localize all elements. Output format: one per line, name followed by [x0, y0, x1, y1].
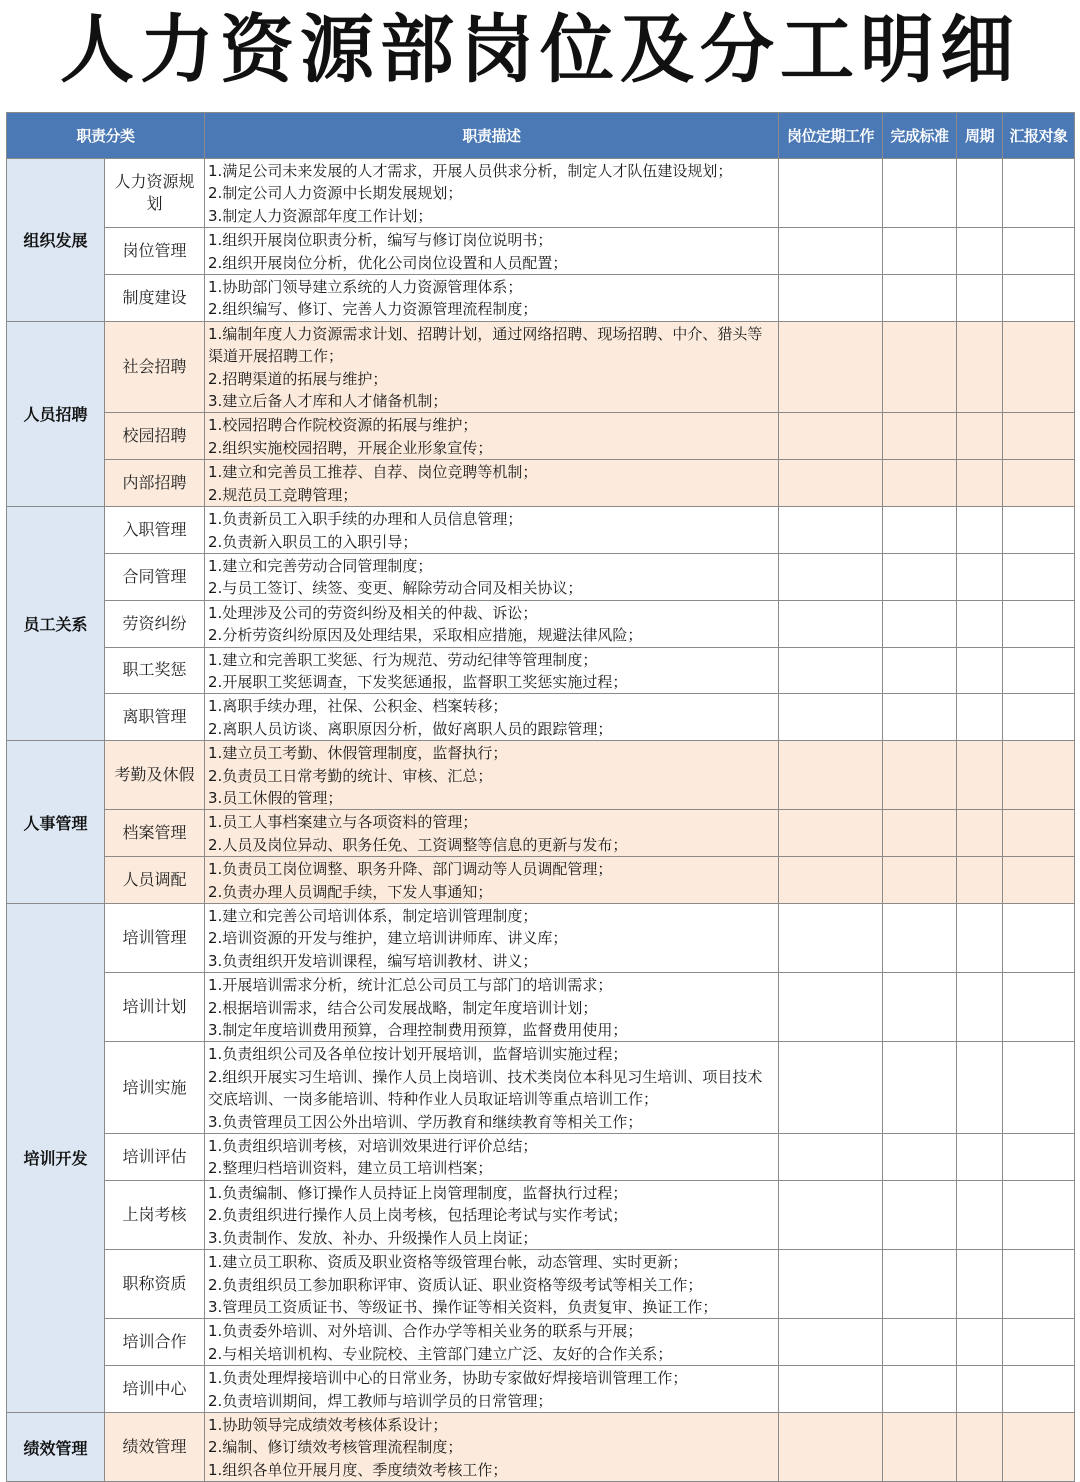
category-cell: 绩效管理	[7, 1412, 105, 1481]
report-to-cell	[1003, 159, 1075, 228]
report-to-cell	[1003, 694, 1075, 741]
description-line: 1.协助部门领导建立系统的人力资源管理体系；	[208, 278, 523, 297]
cycle-cell	[957, 973, 1003, 1042]
report-to-cell	[1003, 741, 1075, 810]
description-line: 1.建立和完善公司培训体系，制定培训管理制度；	[208, 907, 538, 925]
report-to-cell	[1003, 413, 1075, 460]
description-line: 2.组织开展岗位分析，优化公司岗位设置和人员配置；	[208, 253, 568, 272]
header-description: 职责描述	[205, 113, 779, 159]
description-cell	[205, 1412, 779, 1481]
description-cell	[205, 228, 779, 275]
cycle-cell	[957, 159, 1003, 228]
standard-cell	[883, 857, 957, 904]
report-to-cell	[1003, 1319, 1075, 1366]
description-line: 1.建立员工职称、资质及职业资格等级管理台帐，动态管理、实时更新；	[208, 1253, 688, 1272]
subcategory-cell: 社会招聘	[105, 321, 205, 413]
periodic-work-cell	[779, 1180, 883, 1249]
cycle-cell	[957, 1412, 1003, 1481]
subcategory-cell: 档案管理	[105, 810, 205, 857]
periodic-work-cell	[779, 413, 883, 460]
description-line: 1.员工人事档案建立与各项资料的管理；	[208, 813, 478, 832]
subcategory-cell: 培训计划	[105, 973, 205, 1042]
category-cell: 人事管理	[7, 741, 105, 904]
periodic-work-cell	[779, 694, 883, 741]
report-to-cell	[1003, 857, 1075, 904]
table-row	[7, 460, 1075, 507]
cycle-cell	[957, 694, 1003, 741]
periodic-work-cell	[779, 810, 883, 857]
cycle-cell	[957, 228, 1003, 275]
standard-cell	[883, 1319, 957, 1366]
report-to-cell	[1003, 1180, 1075, 1249]
table-row	[7, 321, 1075, 413]
report-to-cell	[1003, 1134, 1075, 1181]
standard-cell	[883, 159, 957, 228]
page-title: 人力资源部岗位及分工明细	[60, 7, 1020, 93]
description-line: 1.编制年度人力资源需求计划、招聘计划，通过网络招聘、现场招聘、中介、猎头等渠道开展招聘工作；	[208, 324, 763, 366]
description-cell	[205, 553, 779, 600]
standard-cell	[883, 460, 957, 507]
subcategory-cell: 培训评估	[105, 1134, 205, 1181]
cycle-cell	[957, 741, 1003, 810]
description-line: 2.整理归档培训资料，建立员工培训档案；	[208, 1159, 493, 1178]
subcategory-cell: 考勤及休假	[105, 741, 205, 810]
standard-cell	[883, 275, 957, 322]
table-row	[7, 904, 1075, 973]
description-cell	[205, 1319, 779, 1366]
periodic-work-cell	[779, 507, 883, 554]
description-cell	[205, 159, 779, 228]
report-to-cell	[1003, 507, 1075, 554]
description-line: 1.负责组织培训考核，对培训效果进行评价总结；	[208, 1137, 538, 1156]
description-line: 1.负责委外培训、对外培训、合作办学等相关业务的联系与开展；	[208, 1322, 643, 1341]
description-line: 1.组织各单位开展月度、季度绩效考核工作；	[208, 1460, 508, 1479]
report-to-cell	[1003, 1366, 1075, 1413]
table-row	[7, 1319, 1075, 1366]
cycle-cell	[957, 857, 1003, 904]
description-line: 2.根据培训需求，结合公司发展战略，制定年度培训计划；	[208, 998, 598, 1017]
description-cell	[205, 1250, 779, 1319]
table-row	[7, 413, 1075, 460]
description-line: 3.负责管理员工因公外出培训、学历教育和继续教育等相关工作；	[208, 1112, 643, 1131]
cycle-cell	[957, 904, 1003, 973]
description-line: 1.负责新员工入职手续的办理和人员信息管理；	[208, 510, 523, 529]
subcategory-cell: 上岗考核	[105, 1180, 205, 1249]
cycle-cell	[957, 1042, 1003, 1134]
subcategory-cell: 合同管理	[105, 553, 205, 600]
description-cell	[205, 904, 779, 973]
description-cell	[205, 321, 779, 413]
description-line: 1.处理涉及公司的劳资纠纷及相关的仲裁、诉讼；	[208, 603, 538, 622]
header-report-to: 汇报对象	[1003, 113, 1075, 159]
report-to-cell	[1003, 1412, 1075, 1481]
description-line: 1.负责组织公司及各单位按计划开展培训，监督培训实施过程；	[208, 1045, 628, 1064]
subcategory-cell: 离职管理	[105, 694, 205, 741]
table-row	[7, 1042, 1075, 1134]
description-line: 3.负责制作、发放、补办、升级操作人员上岗证；	[208, 1228, 538, 1247]
category-cell: 培训开发	[7, 904, 105, 1413]
category-cell: 人员招聘	[7, 321, 105, 506]
description-line: 1.开展培训需求分析，统计汇总公司员工与部门的培训需求；	[208, 976, 613, 995]
description-line: 2.与员工签订、续签、变更、解除劳动合同及相关协议；	[208, 579, 583, 598]
duty-table	[6, 112, 1075, 1482]
description-line: 3.员工休假的管理；	[208, 788, 343, 807]
description-cell	[205, 857, 779, 904]
cycle-cell	[957, 1319, 1003, 1366]
description-line: 3.建立后备人才库和人才储备机制；	[208, 392, 448, 411]
description-line: 1.满足公司未来发展的人才需求，开展人员供求分析，制定人才队伍建设规划；	[208, 162, 733, 180]
cycle-cell	[957, 321, 1003, 413]
standard-cell	[883, 1134, 957, 1181]
cycle-cell	[957, 460, 1003, 507]
table-row	[7, 810, 1075, 857]
header-periodic-work: 岗位定期工作	[779, 113, 883, 159]
subcategory-cell: 职工奖惩	[105, 647, 205, 694]
description-line: 2.开展职工奖惩调查，下发奖惩通报，监督职工奖惩实施过程；	[208, 672, 628, 691]
cycle-cell	[957, 1250, 1003, 1319]
subcategory-cell: 人力资源规划	[105, 159, 205, 228]
cycle-cell	[957, 413, 1003, 460]
standard-cell	[883, 694, 957, 741]
description-line: 2.负责新入职员工的入职引导；	[208, 532, 418, 551]
standard-cell	[883, 228, 957, 275]
subcategory-cell: 培训合作	[105, 1319, 205, 1366]
table-row	[7, 275, 1075, 322]
periodic-work-cell	[779, 647, 883, 694]
subcategory-cell: 岗位管理	[105, 228, 205, 275]
periodic-work-cell	[779, 1412, 883, 1481]
table-row	[7, 228, 1075, 275]
subcategory-cell: 培训实施	[105, 1042, 205, 1134]
category-cell: 组织发展	[7, 159, 105, 322]
description-cell	[205, 600, 779, 647]
standard-cell	[883, 1250, 957, 1319]
table-row	[7, 973, 1075, 1042]
description-line: 1.建立员工考勤、休假管理制度，监督执行；	[208, 744, 508, 763]
table-row	[7, 1366, 1075, 1413]
table-row	[7, 159, 1075, 228]
description-line: 2.离职人员访谈、离职原因分析，做好离职人员的跟踪管理；	[208, 719, 613, 738]
standard-cell	[883, 904, 957, 973]
header-cycle: 周期	[957, 113, 1003, 159]
report-to-cell	[1003, 321, 1075, 413]
description-cell	[205, 1134, 779, 1181]
periodic-work-cell	[779, 857, 883, 904]
subcategory-cell: 绩效管理	[105, 1412, 205, 1481]
table-row	[7, 1180, 1075, 1249]
table-header-row	[7, 113, 1075, 159]
category-cell: 员工关系	[7, 507, 105, 741]
standard-cell	[883, 741, 957, 810]
description-cell	[205, 647, 779, 694]
description-cell	[205, 741, 779, 810]
periodic-work-cell	[779, 1042, 883, 1134]
periodic-work-cell	[779, 1134, 883, 1181]
periodic-work-cell	[779, 1319, 883, 1366]
report-to-cell	[1003, 1250, 1075, 1319]
description-line: 2.负责组织进行操作人员上岗考核，包括理论考试与实作考试；	[208, 1206, 628, 1225]
description-line: 2.规范员工竞聘管理；	[208, 485, 358, 504]
standard-cell	[883, 1366, 957, 1413]
description-line: 1.负责处理焊接培训中心的日常业务，协助专家做好焊接培训管理工作；	[208, 1369, 688, 1388]
cycle-cell	[957, 1134, 1003, 1181]
standard-cell	[883, 810, 957, 857]
cycle-cell	[957, 810, 1003, 857]
description-line: 1.负责员工岗位调整、职务升降、部门调动等人员调配管理；	[208, 860, 613, 879]
description-line: 3.制定年度培训费用预算，合理控制费用预算，监督费用使用；	[208, 1021, 628, 1040]
description-cell	[205, 1042, 779, 1134]
cycle-cell	[957, 275, 1003, 322]
standard-cell	[883, 1042, 957, 1134]
description-cell	[205, 413, 779, 460]
description-line: 2.制定公司人力资源中长期发展规划；	[208, 184, 463, 203]
standard-cell	[883, 553, 957, 600]
description-line: 2.负责员工日常考勤的统计、审核、汇总；	[208, 766, 493, 785]
standard-cell	[883, 321, 957, 413]
periodic-work-cell	[779, 275, 883, 322]
description-line: 2.负责办理人员调配手续，下发人事通知；	[208, 882, 493, 901]
description-line: 3.制定人力资源部年度工作计划；	[208, 206, 433, 225]
table-row	[7, 647, 1075, 694]
subcategory-cell: 培训中心	[105, 1366, 205, 1413]
description-line: 3.管理员工资质证书、等级证书、操作证等相关资料，负责复审、换证工作；	[208, 1297, 718, 1316]
periodic-work-cell	[779, 973, 883, 1042]
description-cell	[205, 973, 779, 1042]
description-line: 2.分析劳资纠纷原因及处理结果，采取相应措施，规避法律风险；	[208, 626, 643, 645]
description-line: 2.培训资源的开发与维护，建立培训讲师库、讲义库；	[208, 929, 568, 948]
subcategory-cell: 入职管理	[105, 507, 205, 554]
cycle-cell	[957, 600, 1003, 647]
description-line: 2.负责组织员工参加职称评审、资质认证、职业资格等级考试等相关工作；	[208, 1275, 703, 1294]
header-standard: 完成标准	[883, 113, 957, 159]
periodic-work-cell	[779, 228, 883, 275]
subcategory-cell: 制度建设	[105, 275, 205, 322]
table-row	[7, 1250, 1075, 1319]
periodic-work-cell	[779, 460, 883, 507]
description-cell	[205, 694, 779, 741]
table-row	[7, 507, 1075, 554]
report-to-cell	[1003, 228, 1075, 275]
periodic-work-cell	[779, 1366, 883, 1413]
report-to-cell	[1003, 810, 1075, 857]
periodic-work-cell	[779, 159, 883, 228]
report-to-cell	[1003, 553, 1075, 600]
description-line: 1.离职手续办理，社保、公积金、档案转移；	[208, 697, 508, 716]
description-line: 2.与相关培训机构、专业院校、主管部门建立广泛、友好的合作关系；	[208, 1344, 673, 1363]
description-cell	[205, 460, 779, 507]
periodic-work-cell	[779, 904, 883, 973]
description-line: 2.组织开展实习生培训、操作人员上岗培训、技术类岗位本科见习生培训、项目技术交底培训、一岗多能培训、特种作业人员取证培训等重点培训工作；	[208, 1067, 763, 1109]
standard-cell	[883, 507, 957, 554]
standard-cell	[883, 600, 957, 647]
description-line: 1.协助领导完成绩效考核体系设计；	[208, 1415, 448, 1434]
table-row	[7, 553, 1075, 600]
description-cell	[205, 810, 779, 857]
standard-cell	[883, 1180, 957, 1249]
description-cell	[205, 275, 779, 322]
cycle-cell	[957, 647, 1003, 694]
periodic-work-cell	[779, 553, 883, 600]
report-to-cell	[1003, 1042, 1075, 1134]
subcategory-cell: 人员调配	[105, 857, 205, 904]
description-line: 1.建立和完善员工推荐、自荐、岗位竞聘等机制；	[208, 463, 538, 482]
report-to-cell	[1003, 973, 1075, 1042]
description-cell	[205, 507, 779, 554]
periodic-work-cell	[779, 600, 883, 647]
description-line: 3.负责组织开发培训课程，编写培训教材、讲义；	[208, 951, 538, 970]
description-line: 1.组织开展岗位职责分析，编写与修订岗位说明书；	[208, 231, 553, 250]
report-to-cell	[1003, 647, 1075, 694]
standard-cell	[883, 647, 957, 694]
subcategory-cell: 内部招聘	[105, 460, 205, 507]
description-line: 2.负责培训期间，焊工教师与培训学员的日常管理；	[208, 1391, 553, 1410]
report-to-cell	[1003, 600, 1075, 647]
table-row	[7, 1412, 1075, 1481]
description-line: 2.组织实施校园招聘，开展企业形象宣传；	[208, 438, 493, 457]
table-row	[7, 857, 1075, 904]
description-line: 2.编制、修订绩效考核管理流程制度；	[208, 1438, 463, 1457]
description-cell	[205, 1180, 779, 1249]
description-line: 1.校园招聘合作院校资源的拓展与维护；	[208, 416, 478, 435]
subcategory-cell: 职称资质	[105, 1250, 205, 1319]
periodic-work-cell	[779, 321, 883, 413]
description-line: 2.人员及岗位异动、职务任免、工资调整等信息的更新与发布；	[208, 835, 628, 854]
cycle-cell	[957, 553, 1003, 600]
table-row	[7, 741, 1075, 810]
description-line: 1.建立和完善职工奖惩、行为规范、劳动纪律等管理制度；	[208, 650, 598, 669]
cycle-cell	[957, 1180, 1003, 1249]
subcategory-cell: 校园招聘	[105, 413, 205, 460]
cycle-cell	[957, 1366, 1003, 1413]
standard-cell	[883, 1412, 957, 1481]
standard-cell	[883, 973, 957, 1042]
description-line: 2.组织编写、修订、完善人力资源管理流程制度；	[208, 300, 538, 319]
periodic-work-cell	[779, 741, 883, 810]
cycle-cell	[957, 507, 1003, 554]
subcategory-cell: 培训管理	[105, 904, 205, 973]
periodic-work-cell	[779, 1250, 883, 1319]
table-row	[7, 1134, 1075, 1181]
description-cell	[205, 1366, 779, 1413]
table-row	[7, 600, 1075, 647]
report-to-cell	[1003, 460, 1075, 507]
standard-cell	[883, 413, 957, 460]
report-to-cell	[1003, 275, 1075, 322]
header-category: 职责分类	[7, 113, 205, 159]
report-to-cell	[1003, 904, 1075, 973]
table-row	[7, 694, 1075, 741]
description-line: 2.招聘渠道的拓展与维护；	[208, 369, 388, 388]
description-line: 1.建立和完善劳动合同管理制度；	[208, 556, 433, 575]
subcategory-cell: 劳资纠纷	[105, 600, 205, 647]
description-line: 1.负责编制、修订操作人员持证上岗管理制度，监督执行过程；	[208, 1183, 628, 1202]
